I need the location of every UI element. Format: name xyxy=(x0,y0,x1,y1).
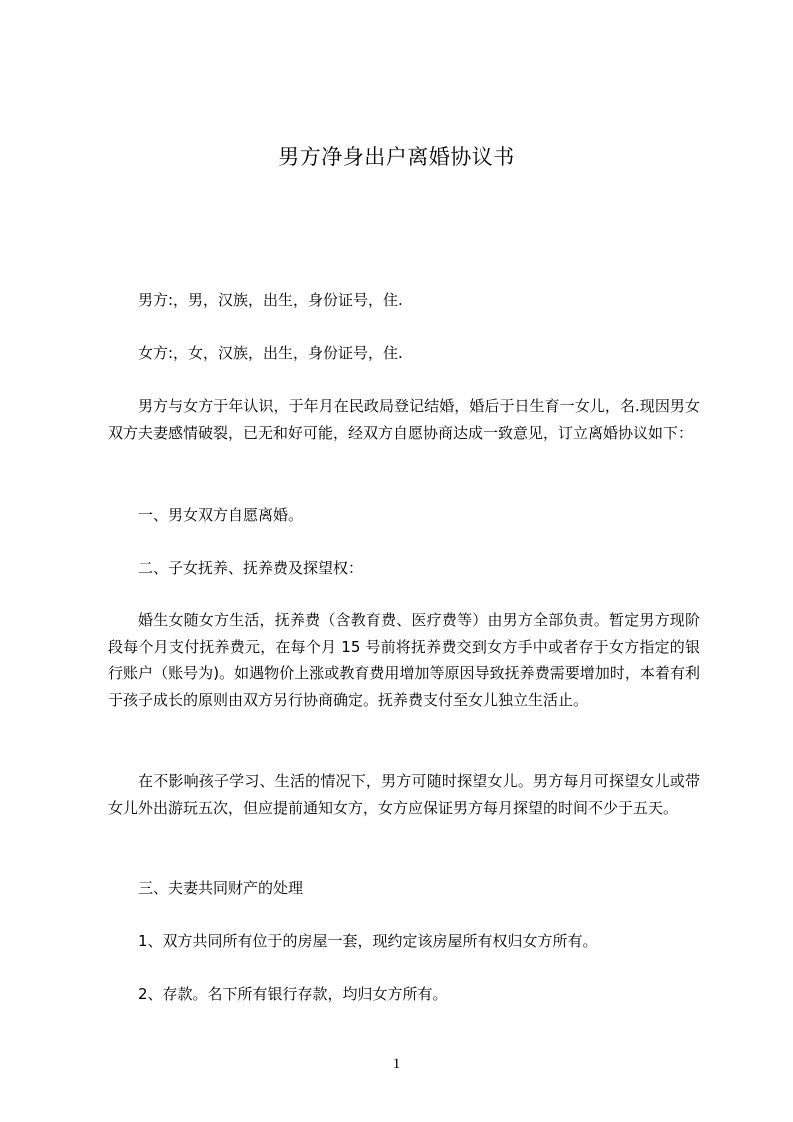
document-title: 男方净身出户离婚协议书 xyxy=(278,145,515,169)
paragraph-husband-info: 男方:，男，汉族，出生，身份证号，住. xyxy=(138,291,403,309)
paragraph-visitation: 在不影响孩子学习、生活的情况下，男方可随时探望女儿。男方每月可探望女儿或带女儿外出游玩五次，但应提前通知女方，女方应保证男方每月探望的时间不少于五天。 xyxy=(108,772,700,817)
page-number: 1 xyxy=(392,1056,401,1072)
paragraph-child-support: 婚生女随女方生活，抚养费（含教育费、医疗费等）由男方全部负责。暂定男方现阶段每个月支付抚养费元，在每个月 15 号前将抚养费交到女方手中或者存于女方指定的银行账户（账号为)。如遇物价上涨或教育费用增加等原因导致抚养费需要增加时，本着有利于孩子成长的原则由双方另行协商确定。抚养费支付至女儿独立生活止。 xyxy=(108,611,700,709)
paragraph-property-savings: 2、存款。名下所有银行存款，均归女方所有。 xyxy=(138,985,448,1003)
paragraph-wife-info: 女方:，女，汉族，出生，身份证号，住. xyxy=(138,344,403,362)
heading-section-1: 一、男女双方自愿离婚。 xyxy=(138,506,304,524)
heading-section-2: 二、子女抚养、抚养费及探望权： xyxy=(138,559,364,577)
heading-section-3: 三、夫妻共同财产的处理 xyxy=(138,879,304,897)
paragraph-background: 男方与女方于年认识，于年月在民政局登记结婚，婚后于日生育一女儿，名.现因男女双方夫妻感情破裂，已无和好可能，经双方自愿协商达成一致意见，订立离婚协议如下： xyxy=(108,397,700,442)
paragraph-property-house: 1、双方共同所有位于的房屋一套，现约定该房屋所有权归女方所有。 xyxy=(138,932,598,950)
